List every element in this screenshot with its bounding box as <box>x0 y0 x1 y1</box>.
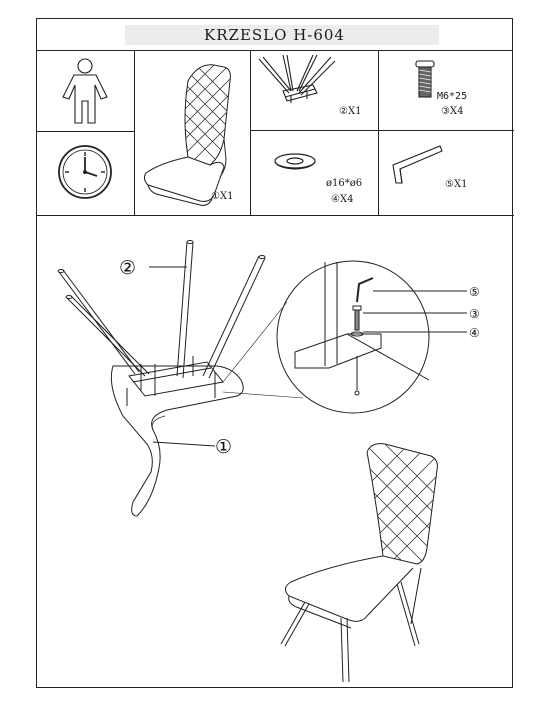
bolt-icon <box>414 60 436 100</box>
washer-icon <box>272 152 318 172</box>
grid-divider <box>37 131 134 132</box>
callout-part-2: ② <box>119 257 137 279</box>
title-row <box>37 19 512 51</box>
clock-icon <box>55 142 115 202</box>
seat-qty-label: ①X1 <box>211 191 234 202</box>
base-frame-illustration <box>255 53 337 107</box>
allen-key-qty-label: ⑤X1 <box>445 179 468 190</box>
bolt-qty-label: ③X4 <box>441 106 464 117</box>
callout-part-3: ③ <box>469 307 480 321</box>
instruction-sheet <box>36 18 513 688</box>
grid-divider <box>250 130 514 131</box>
allen-key-icon <box>390 145 448 187</box>
bolt-spec-label: M6*25 <box>437 91 468 102</box>
callout-part-4: ④ <box>469 326 480 340</box>
grid-divider <box>378 50 379 215</box>
person-icon <box>55 57 115 125</box>
callout-part-5: ⑤ <box>469 285 480 299</box>
base-qty-label: ②X1 <box>339 106 362 117</box>
grid-divider <box>250 50 251 215</box>
document-title: KRZESLO H-604 <box>204 26 345 44</box>
callout-part-1: ① <box>215 436 233 458</box>
seat-shell-illustration <box>140 59 248 209</box>
grid-divider <box>134 50 135 215</box>
washer-qty-label: ④X4 <box>331 194 354 205</box>
assembly-diagram <box>37 216 514 688</box>
washer-spec-label: ø16*ø6 <box>326 178 363 189</box>
